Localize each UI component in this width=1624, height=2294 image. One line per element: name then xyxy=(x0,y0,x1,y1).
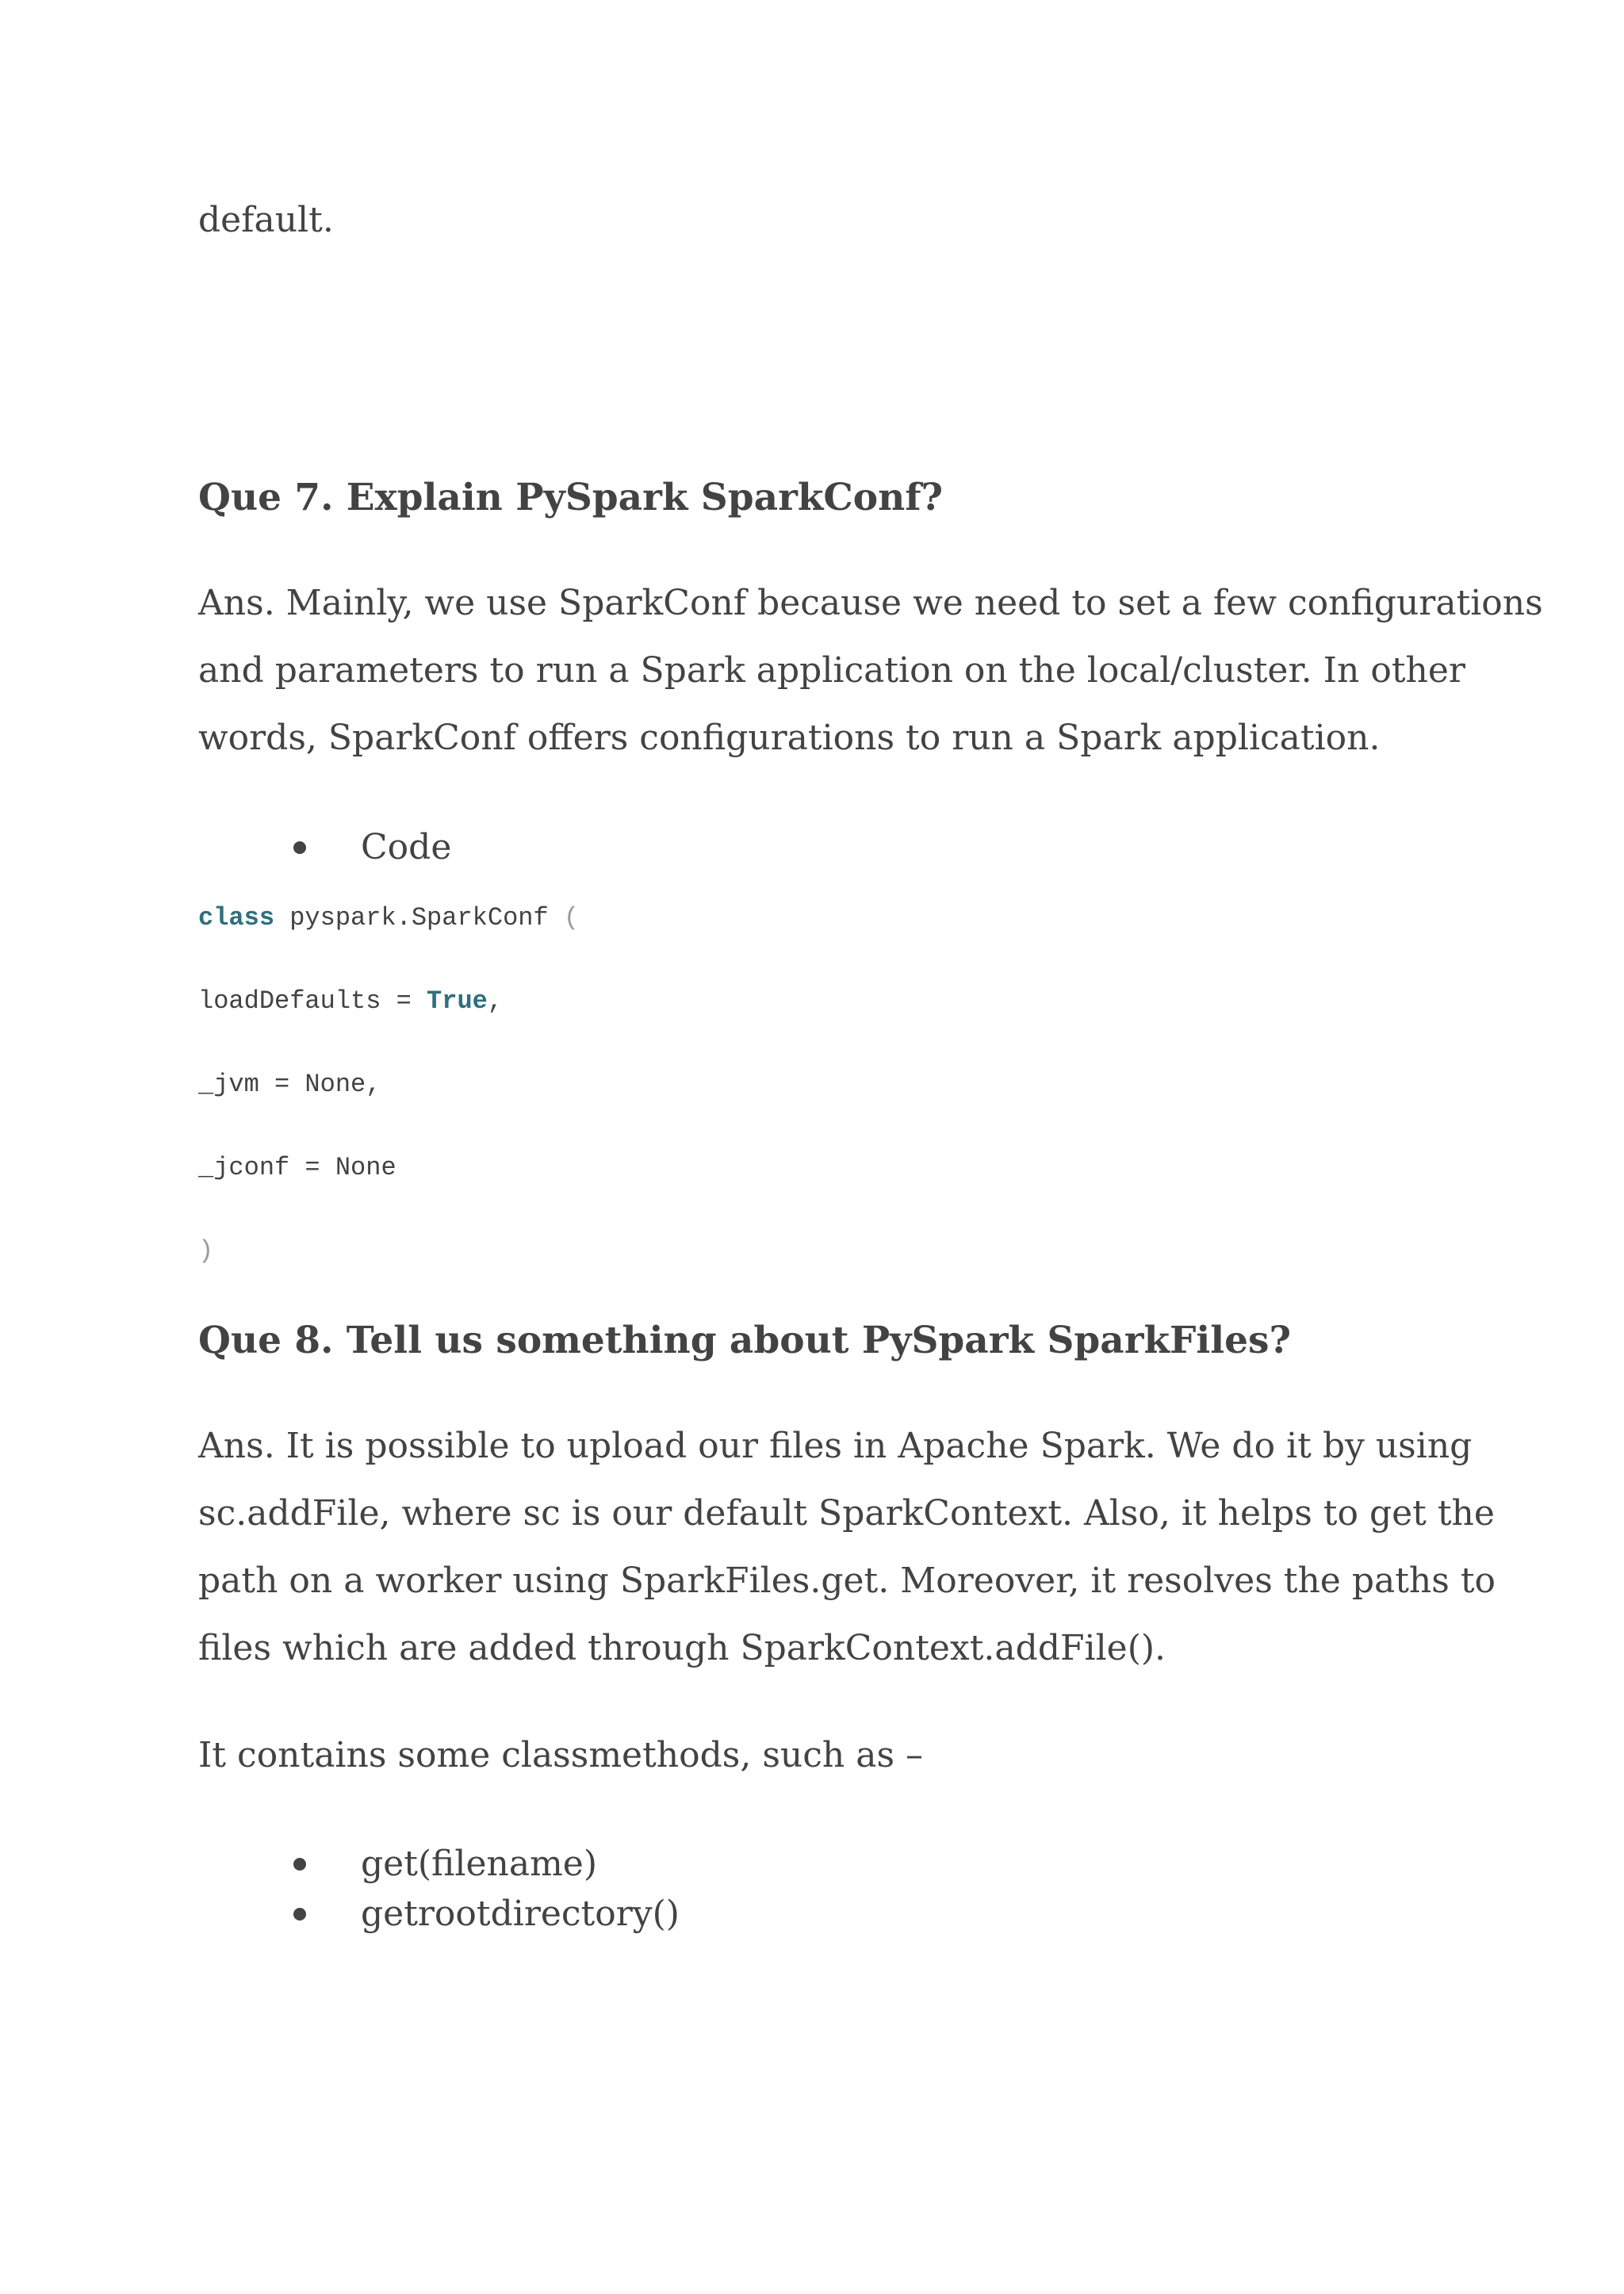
code-text: pyspark.SparkConf xyxy=(274,903,564,933)
q8-answer-line: Ans. It is possible to upload our files in Apache Spark. We do it by using xyxy=(198,1426,1473,1466)
bullet-dot-icon xyxy=(293,1908,306,1921)
q7-answer-line: words, SparkConf offers configurations to run a Spark application. xyxy=(198,718,1381,758)
q7-answer-line: and parameters to run a Spark application on the local/cluster. In other xyxy=(198,650,1465,691)
bullet-dot-icon xyxy=(293,1858,306,1871)
code-keyword: class xyxy=(198,903,275,933)
q7-answer-line: Ans. Mainly, we use SparkConf because we need to set a few configurations xyxy=(198,583,1543,623)
code-line-1 xyxy=(198,902,579,934)
bullet-label: Code xyxy=(361,827,452,867)
code-line-3: _jvm = None, xyxy=(198,1070,381,1099)
code-text: loadDefaults = xyxy=(198,986,427,1016)
code-line-5: ) xyxy=(198,1236,214,1266)
code-line-2 xyxy=(198,986,503,1017)
q8-answer-line: sc.addFile, where sc is our default SparkContext. Also, it helps to get the xyxy=(198,1493,1495,1534)
method-label: get(filename) xyxy=(361,1844,598,1884)
code-keyword: True xyxy=(427,986,488,1016)
bullet-dot-icon xyxy=(293,841,306,854)
method-label: getrootdirectory() xyxy=(361,1894,680,1934)
code-paren: ( xyxy=(563,903,580,933)
q7-heading: Que 7. Explain PySpark SparkConf? xyxy=(198,476,944,519)
code-line-4: _jconf = None xyxy=(198,1153,396,1182)
code-text: , xyxy=(487,986,504,1016)
q8-heading: Que 8. Tell us something about PySpark SparkFiles? xyxy=(198,1319,1292,1362)
intro-tail-text: default. xyxy=(198,200,334,240)
q8-answer-line: path on a worker using SparkFiles.get. Moreover, it resolves the paths to xyxy=(198,1561,1496,1601)
q8-methods-intro: It contains some classmethods, such as – xyxy=(198,1735,924,1775)
q8-answer-line: files which are added through SparkContext.addFile(). xyxy=(198,1628,1166,1668)
